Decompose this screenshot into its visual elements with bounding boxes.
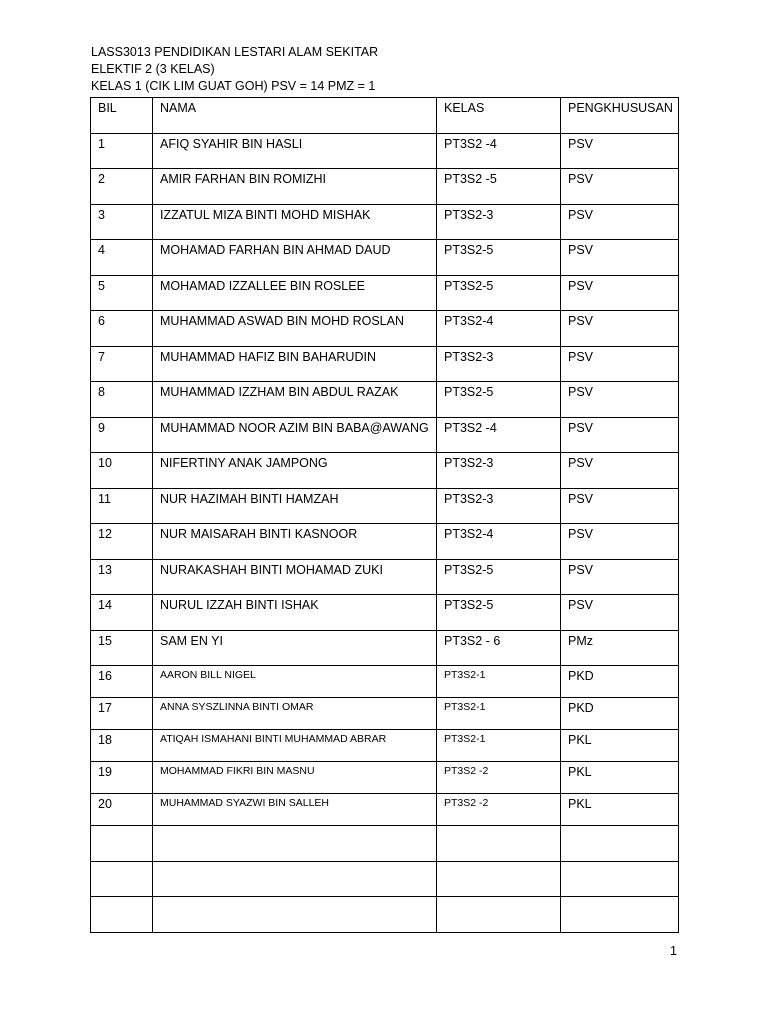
cell-pengkhususan: PSV (561, 311, 679, 347)
table-row (91, 630, 679, 666)
cell-pengkhususan: PSV (561, 204, 679, 240)
table-row (91, 204, 679, 240)
table-row (91, 275, 679, 311)
table-row (91, 311, 679, 347)
column-header-bil: BIL (91, 98, 153, 134)
cell-kelas: PT3S2 -2 (437, 794, 561, 826)
cell-nama: ANNA SYSZLINNA BINTI OMAR (153, 698, 437, 730)
cell-kelas: PT3S2-5 (437, 275, 561, 311)
cell-nama: MUHAMMAD IZZHAM BIN ABDUL RAZAK (153, 382, 437, 418)
cell-kelas: PT3S2 -4 (437, 417, 561, 453)
cell-bil: 16 (91, 666, 153, 698)
cell-kelas: PT3S2 -4 (437, 133, 561, 169)
cell-pengkhususan: PSV (561, 595, 679, 631)
cell-nama: IZZATUL MIZA BINTI MOHD MISHAK (153, 204, 437, 240)
cell-pengkhususan: PSV (561, 169, 679, 205)
cell-bil: 18 (91, 730, 153, 762)
cell-bil: 19 (91, 762, 153, 794)
table-row (91, 488, 679, 524)
table-row (91, 133, 679, 169)
cell-pengkhususan: PKL (561, 730, 679, 762)
table-row (91, 698, 679, 730)
cell-empty (437, 897, 561, 933)
cell-nama: MUHAMMAD HAFIZ BIN BAHARUDIN (153, 346, 437, 382)
cell-bil: 17 (91, 698, 153, 730)
cell-kelas: PT3S2-4 (437, 311, 561, 347)
cell-empty (437, 861, 561, 897)
table-row (91, 169, 679, 205)
cell-bil: 6 (91, 311, 153, 347)
cell-kelas: PT3S2-5 (437, 595, 561, 631)
cell-pengkhususan: PSV (561, 453, 679, 489)
cell-bil: 8 (91, 382, 153, 418)
table-row-empty (91, 897, 679, 933)
table-row (91, 417, 679, 453)
cell-nama: MOHAMAD IZZALLEE BIN ROSLEE (153, 275, 437, 311)
cell-pengkhususan: PSV (561, 524, 679, 560)
class-info: KELAS 1 (CIK LIM GUAT GOH) PSV = 14 PMZ = 1 (91, 79, 376, 93)
cell-bil: 9 (91, 417, 153, 453)
cell-kelas: PT3S2-5 (437, 240, 561, 276)
table-header-row (91, 98, 679, 134)
table-row (91, 346, 679, 382)
table-row-empty (91, 826, 679, 862)
table-row (91, 595, 679, 631)
cell-nama: AARON BILL NIGEL (153, 666, 437, 698)
cell-bil: 20 (91, 794, 153, 826)
column-header-nama: NAMA (153, 98, 437, 134)
elective-title: ELEKTIF 2 (3 KELAS) (91, 62, 215, 76)
cell-nama: MUHAMMAD ASWAD BIN MOHD ROSLAN (153, 311, 437, 347)
column-header-pengkhususan: PENGKHUSUSAN (561, 98, 679, 134)
cell-kelas: PT3S2 -2 (437, 762, 561, 794)
cell-nama: AMIR FARHAN BIN ROMIZHI (153, 169, 437, 205)
table-row-empty (91, 861, 679, 897)
cell-nama: MOHAMAD FARHAN BIN AHMAD DAUD (153, 240, 437, 276)
cell-pengkhususan: PKL (561, 762, 679, 794)
cell-empty (153, 861, 437, 897)
cell-pengkhususan: PMz (561, 630, 679, 666)
cell-empty (91, 861, 153, 897)
cell-pengkhususan: PKD (561, 666, 679, 698)
cell-nama: MOHAMMAD FIKRI BIN MASNU (153, 762, 437, 794)
cell-kelas: PT3S2-1 (437, 666, 561, 698)
cell-bil: 5 (91, 275, 153, 311)
cell-pengkhususan: PKL (561, 794, 679, 826)
cell-empty (561, 826, 679, 862)
document-header (91, 44, 378, 95)
cell-bil: 15 (91, 630, 153, 666)
course-title: LASS3013 PENDIDIKAN LESTARI ALAM SEKITAR (91, 45, 379, 59)
cell-empty (91, 897, 153, 933)
cell-kelas: PT3S2-5 (437, 382, 561, 418)
cell-pengkhususan: PSV (561, 240, 679, 276)
cell-pengkhususan: PSV (561, 382, 679, 418)
cell-pengkhususan: PSV (561, 133, 679, 169)
table-row (91, 524, 679, 560)
cell-nama: NUR MAISARAH BINTI KASNOOR (153, 524, 437, 560)
cell-pengkhususan: PSV (561, 346, 679, 382)
table-row (91, 794, 679, 826)
cell-bil: 7 (91, 346, 153, 382)
table-row (91, 666, 679, 698)
cell-bil: 11 (91, 488, 153, 524)
cell-bil: 4 (91, 240, 153, 276)
cell-empty (561, 861, 679, 897)
cell-pengkhususan: PSV (561, 559, 679, 595)
cell-empty (153, 826, 437, 862)
cell-kelas: PT3S2 -5 (437, 169, 561, 205)
cell-bil: 14 (91, 595, 153, 631)
cell-kelas: PT3S2-5 (437, 559, 561, 595)
table-row (91, 453, 679, 489)
cell-empty (153, 897, 437, 933)
cell-empty (437, 826, 561, 862)
cell-kelas: PT3S2-4 (437, 524, 561, 560)
cell-nama: ATIQAH ISMAHANI BINTI MUHAMMAD ABRAR (153, 730, 437, 762)
cell-pengkhususan: PKD (561, 698, 679, 730)
cell-nama: NUR HAZIMAH BINTI HAMZAH (153, 488, 437, 524)
cell-kelas: PT3S2-3 (437, 204, 561, 240)
cell-bil: 2 (91, 169, 153, 205)
table-row (91, 762, 679, 794)
cell-kelas: PT3S2-3 (437, 453, 561, 489)
cell-bil: 12 (91, 524, 153, 560)
cell-kelas: PT3S2-3 (437, 346, 561, 382)
cell-kelas: PT3S2-3 (437, 488, 561, 524)
column-header-kelas: KELAS (437, 98, 561, 134)
cell-bil: 3 (91, 204, 153, 240)
cell-pengkhususan: PSV (561, 275, 679, 311)
table-row (91, 240, 679, 276)
cell-nama: NURUL IZZAH BINTI ISHAK (153, 595, 437, 631)
cell-empty (91, 826, 153, 862)
cell-nama: MUHAMMAD NOOR AZIM BIN BABA@AWANG (153, 417, 437, 453)
cell-pengkhususan: PSV (561, 417, 679, 453)
cell-kelas: PT3S2 - 6 (437, 630, 561, 666)
cell-nama: NIFERTINY ANAK JAMPONG (153, 453, 437, 489)
cell-nama: MUHAMMAD SYAZWI BIN SALLEH (153, 794, 437, 826)
cell-nama: AFIQ SYAHIR BIN HASLI (153, 133, 437, 169)
cell-bil: 13 (91, 559, 153, 595)
cell-bil: 1 (91, 133, 153, 169)
table-row (91, 559, 679, 595)
cell-kelas: PT3S2-1 (437, 730, 561, 762)
cell-bil: 10 (91, 453, 153, 489)
cell-nama: SAM EN YI (153, 630, 437, 666)
cell-empty (561, 897, 679, 933)
cell-nama: NURAKASHAH BINTI MOHAMAD ZUKI (153, 559, 437, 595)
page-number: 1 (670, 944, 677, 958)
table-row (91, 382, 679, 418)
student-table (90, 97, 679, 933)
cell-kelas: PT3S2-1 (437, 698, 561, 730)
cell-pengkhususan: PSV (561, 488, 679, 524)
table-row (91, 730, 679, 762)
